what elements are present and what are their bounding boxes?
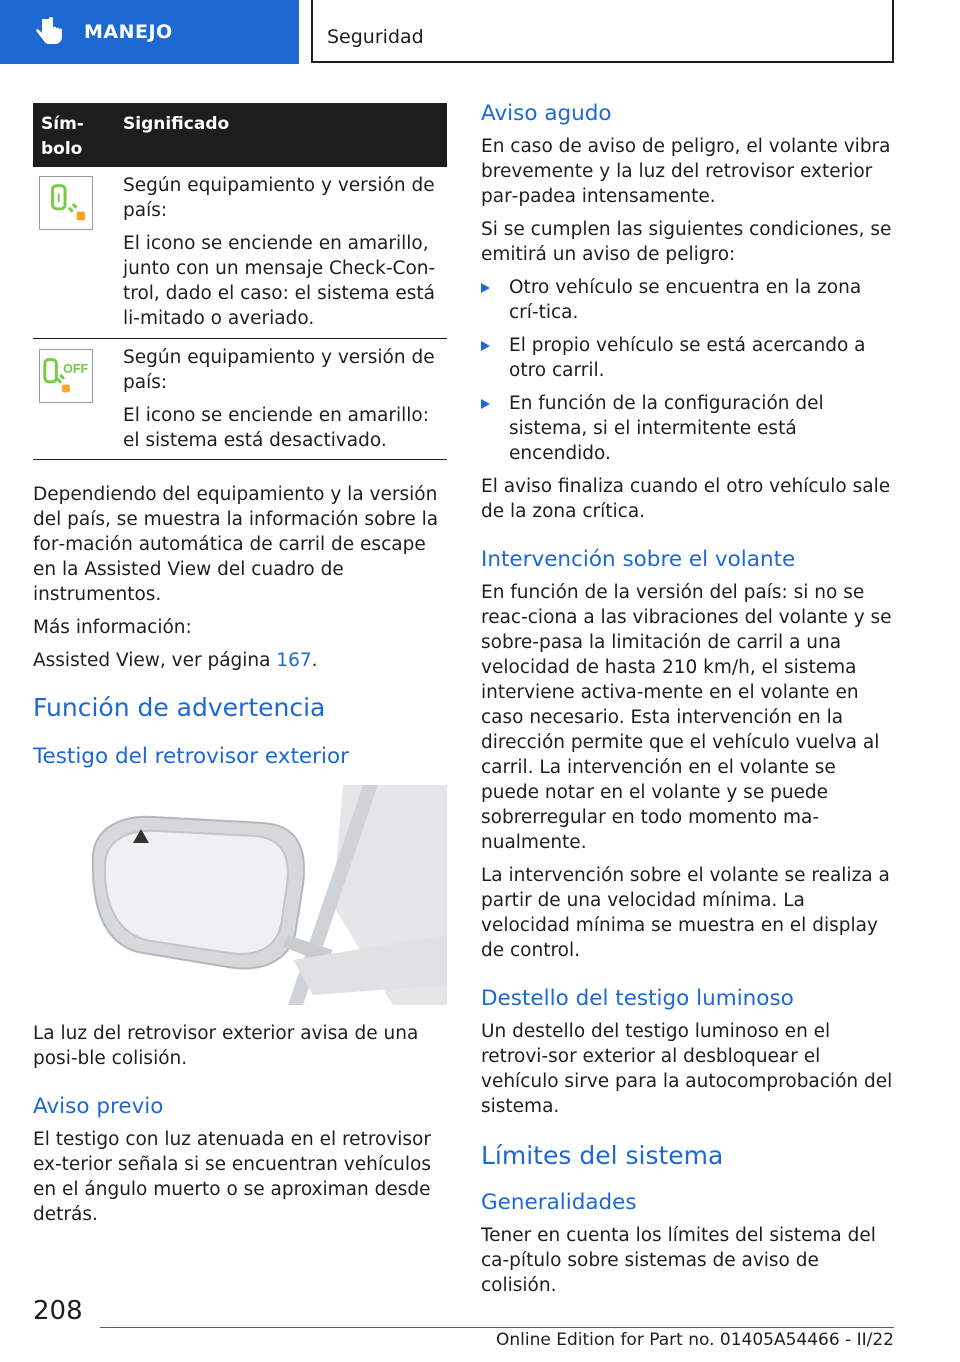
list-item: Otro vehículo se encuentra en la zona crí‐tica. [481,275,895,325]
table-row [33,167,447,339]
table-header [33,103,447,167]
steering-paragraph-2: La intervención sobre el volante se realiza a partir de una velocidad mínima. La velocidad mínima se muestra en el display de control. [481,865,890,961]
heading-function: Función de advertencia [33,693,326,722]
list-item: En función de la configuración del sistema, si el intermitente está encendido. [481,391,895,466]
right-column [481,100,895,1306]
heading-prewarn: Aviso previo [33,1094,164,1119]
section-title: Seguridad [327,26,424,48]
lane-warning-amber-icon [39,176,93,230]
row2-text-1: Según equipamiento y versión de país: [123,347,435,393]
condition-list [481,275,895,466]
heading-acute: Aviso agudo [481,101,612,126]
page-link[interactable]: 167 [276,650,312,671]
bullet-triangle-icon [481,341,490,351]
chapter-label: MANEJO [84,21,173,43]
heading-mirror: Testigo del retrovisor exterior [33,744,349,769]
page-number: 208 [33,1296,83,1326]
section-header [311,0,894,63]
col-meaning-header: Significado [123,114,230,134]
footer-divider [100,1327,894,1328]
lane-warning-off-icon [39,349,93,403]
steering-paragraph-1: En función de la versión del país: si no se reac‐ciona a las vibraciones del volante y se sobre‐pasa la limitación de carril a una velocidad de hasta 210 km/h, el sistema interviene activa‐mente en el volante en caso necesario. Esta intervención en la dirección permite que el vehículo vuelva al carril. La intervención en el volante se puede notar en el volante y se puede sobrerregular en todo momento ma‐nualmente. [481,582,892,853]
left-column [33,103,447,1235]
bullet-triangle-icon [481,399,490,409]
mirror-illustration [33,785,447,1005]
row2-text-2: El icono se enciende en amarillo: el sistema está desactivado. [123,405,429,451]
general-paragraph: Tener en cuenta los límites del sistema del ca‐pítulo sobre sistemas de aviso de colisión. [481,1225,876,1296]
list-item: El propio vehículo se está acercando a otro carril. [481,333,895,383]
reference-line: Assisted View, ver página 167. [33,650,318,671]
acute-paragraph-1: En caso de aviso de peligro, el volante vibra brevemente y la luz del retrovisor exterior par‐padea intensamente. [481,136,891,207]
hand-icon [36,17,64,47]
chapter-tab[interactable] [0,0,299,64]
intro-paragraph: Dependiendo del equipamiento y la versión del país, se muestra la información sobre la for‐mación automática de carril de escape en la Assisted View del cuadro de instrumentos. [33,484,439,605]
row1-text-2: El icono se enciende en amarillo, junto con un mensaje Check-Con‐trol, dado el caso: el sistema está li‐mitado o averiado. [123,233,436,329]
table-row [33,339,447,460]
flash-paragraph: Un destello del testigo luminoso en el retrovi‐sor exterior al desbloquear el vehículo sirve para la autocomprobación del sistema. [481,1021,893,1117]
bullet-triangle-icon [481,283,490,293]
symbol-table [33,103,447,460]
mirror-caption: La luz del retrovisor exterior avisa de una posi‐ble colisión. [33,1023,419,1069]
heading-limits: Límites del sistema [481,1141,724,1170]
heading-steering: Intervención sobre el volante [481,547,796,572]
svg-text:OFF: OFF [63,362,89,377]
row1-text-1: Según equipamiento y versión de país: [123,175,435,221]
heading-flash: Destello del testigo luminoso [481,986,794,1011]
more-info-label: Más información: [33,617,192,638]
acute-paragraph-3: El aviso finaliza cuando el otro vehículo sale de la zona crítica. [481,476,891,522]
acute-paragraph-2: Si se cumplen las siguientes condiciones, se emitirá un aviso de peligro: [481,219,892,265]
edition-note: Online Edition for Part no. 01405A54466 - II/22 [495,1330,894,1350]
heading-general: Generalidades [481,1190,637,1215]
col-symbol-header: Sím‐ bolo [41,114,84,159]
prewarn-paragraph: El testigo con luz atenuada en el retrovisor ex‐terior señala si se encuentran vehículos en el ángulo muerto o se aproximan desde detrás. [33,1129,431,1225]
